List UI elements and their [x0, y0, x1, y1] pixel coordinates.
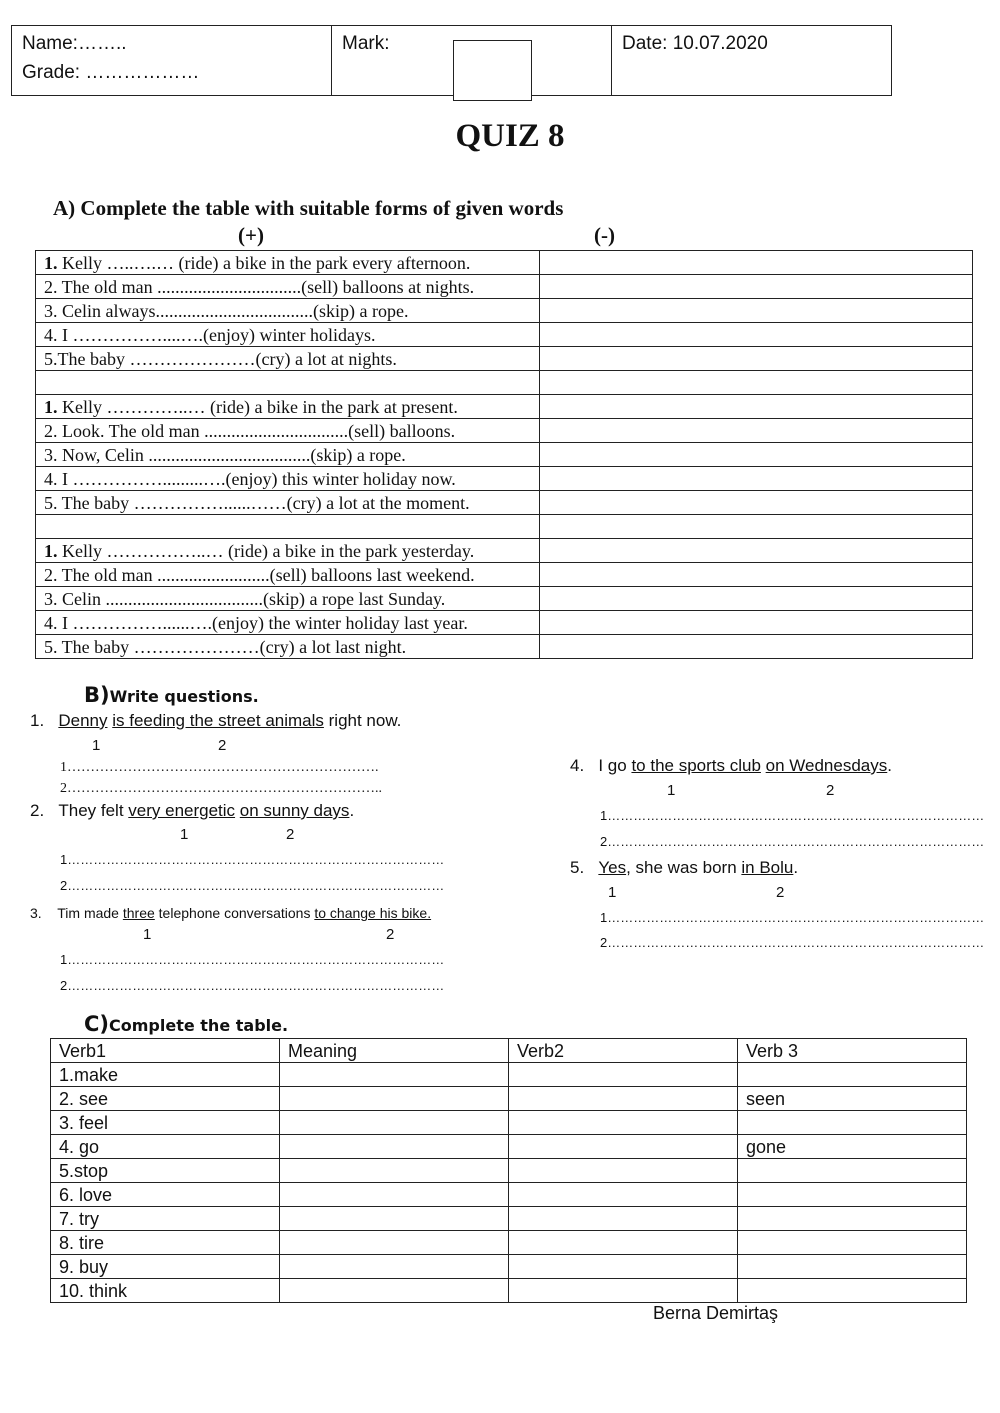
sentence-row: [36, 347, 973, 371]
marker-1: 1: [92, 737, 101, 754]
positive-sentence-cell: [36, 419, 540, 443]
verb2-cell[interactable]: [509, 1183, 738, 1207]
negative-answer-cell[interactable]: [539, 563, 972, 587]
header-box: [11, 25, 892, 96]
sentence-text: 4. I ……………....….(enjoy) winter holidays.: [44, 324, 376, 345]
sentence-number: 1.: [44, 252, 58, 273]
positive-sentence-cell: [36, 467, 540, 491]
positive-sentence-cell: [36, 347, 540, 371]
grade-label: Grade: ………………: [22, 62, 200, 83]
meaning-cell[interactable]: [280, 1135, 509, 1159]
sentence-row: [36, 395, 973, 419]
marker-1: 1: [180, 826, 189, 843]
positive-sentence-cell: [36, 371, 540, 395]
verb1-cell: 1.make: [51, 1063, 280, 1087]
verb3-cell[interactable]: seen: [738, 1087, 967, 1111]
verb3-cell[interactable]: [738, 1183, 967, 1207]
sentence-text: Kelly …………..… (ride) a bike in the park at present.: [57, 396, 458, 417]
positive-sentence-cell: [36, 563, 540, 587]
answer-line-1[interactable]: 1……………………………………………………………………………: [60, 952, 445, 967]
section-c-title: [84, 1012, 288, 1036]
question-rest: .: [349, 801, 355, 820]
verb2-cell[interactable]: [509, 1111, 738, 1135]
question-prefix: I go: [598, 756, 632, 775]
verb-row: [51, 1255, 967, 1279]
sentence-row: [36, 467, 973, 491]
meaning-cell[interactable]: [280, 1279, 509, 1303]
sentence-row: [36, 371, 973, 395]
meaning-cell[interactable]: [280, 1255, 509, 1279]
verb3-cell[interactable]: [738, 1231, 967, 1255]
positive-sentence-cell: [36, 395, 540, 419]
column-header: Verb 3: [738, 1039, 967, 1063]
negative-column-label: (-): [594, 223, 615, 247]
marker-2: 2: [826, 782, 835, 799]
question-number: 3.: [30, 905, 42, 921]
verb1-cell: 8. tire: [51, 1231, 280, 1255]
section-b-title: [84, 683, 259, 707]
underlined-part-1: very energetic: [128, 801, 236, 820]
question-prefix: Tim made: [57, 905, 123, 921]
question-rest: right now.: [323, 711, 402, 730]
verb3-cell[interactable]: [738, 1159, 967, 1183]
verb2-cell[interactable]: [509, 1063, 738, 1087]
meaning-cell[interactable]: [280, 1111, 509, 1135]
negative-answer-cell[interactable]: [539, 587, 972, 611]
sentence-row: [36, 587, 973, 611]
section-b-letter: B): [84, 683, 110, 707]
negative-answer-cell[interactable]: [539, 347, 972, 371]
sentence-number: 1.: [44, 540, 58, 561]
sentence-row: [36, 299, 973, 323]
verb-row: [51, 1207, 967, 1231]
sentence-text: 3. Celin always...................................(skip) a rope.: [44, 300, 409, 321]
negative-answer-cell[interactable]: [539, 371, 972, 395]
column-header: Meaning: [280, 1039, 509, 1063]
verb-row: [51, 1159, 967, 1183]
negative-answer-cell[interactable]: [539, 299, 972, 323]
marker-2: 2: [386, 926, 395, 943]
verb2-cell[interactable]: [509, 1207, 738, 1231]
meaning-cell[interactable]: [280, 1159, 509, 1183]
positive-sentence-cell: [36, 515, 540, 539]
marker-2: 2: [218, 737, 227, 754]
sentence-text: Kelly …..….… (ride) a bike in the park every afternoon.: [57, 252, 471, 273]
verb-table-header-row: [51, 1039, 967, 1063]
sentence-text: 5. The baby ……………......……(cry) a lot at the moment.: [44, 492, 470, 513]
sentence-row: [36, 419, 973, 443]
positive-sentence-cell: [36, 251, 540, 275]
negative-answer-cell[interactable]: [539, 419, 972, 443]
verb3-cell[interactable]: gone: [738, 1135, 967, 1159]
sentence-row: [36, 323, 973, 347]
sentence-text: 2. The old man .........................(sell) balloons last weekend.: [44, 564, 475, 585]
answer-line-1[interactable]: 1……………………………………………………………………………: [600, 808, 985, 823]
underlined-part-2: on Wednesdays: [765, 756, 888, 775]
verb2-cell[interactable]: [509, 1231, 738, 1255]
sentence-row: [36, 443, 973, 467]
underlined-part-2: to change his bike.: [314, 905, 432, 921]
positive-sentence-cell: [36, 275, 540, 299]
name-grade-cell: [12, 26, 332, 95]
verb-row: [51, 1183, 967, 1207]
underlined-part-1: three: [122, 905, 155, 921]
section-c-letter: C): [84, 1012, 110, 1036]
negative-answer-cell[interactable]: [539, 467, 972, 491]
sentence-text: 5.The baby …………………(cry) a lot at nights.: [44, 348, 397, 369]
question-rest: .: [887, 756, 892, 775]
negative-answer-cell[interactable]: [539, 491, 972, 515]
quiz-title: QUIZ 8: [455, 118, 565, 154]
underlined-part-1: Yes: [598, 858, 627, 877]
column-header: Verb1: [51, 1039, 280, 1063]
question-number: 4.: [570, 756, 585, 775]
question-number: 5.: [570, 858, 585, 877]
question-3: [30, 905, 431, 921]
mark-box: [453, 40, 532, 101]
negative-answer-cell[interactable]: [539, 635, 972, 659]
answer-line-2[interactable]: 2……………………………………………………………………………: [600, 834, 985, 849]
verb3-cell[interactable]: [738, 1279, 967, 1303]
negative-answer-cell[interactable]: [539, 443, 972, 467]
verb3-cell[interactable]: [738, 1111, 967, 1135]
verb-row: [51, 1231, 967, 1255]
question-middle: , she was born: [626, 858, 742, 877]
section-b-heading: Write questions.: [109, 687, 259, 706]
question-2: [30, 801, 354, 821]
sentence-text: Kelly ……………..… (ride) a bike in the park yesterday.: [57, 540, 475, 561]
answer-line-2[interactable]: 2……………………………………………………………………………: [60, 878, 445, 893]
positive-sentence-cell: [36, 299, 540, 323]
verb-table: [50, 1038, 967, 1303]
verb1-cell: 6. love: [51, 1183, 280, 1207]
question-number: 1.: [30, 711, 45, 730]
section-a-title: A) Complete the table with suitable forms of given words: [53, 196, 564, 220]
sentence-text: 4. I …………….........….(enjoy) this winter holiday now.: [44, 468, 456, 489]
answer-line-1[interactable]: 1……………………………………………………………………………: [600, 910, 985, 925]
positive-column-label: (+): [238, 223, 264, 247]
sentence-row: [36, 251, 973, 275]
name-label: Name:……..: [22, 33, 127, 54]
verb1-cell: 5.stop: [51, 1159, 280, 1183]
section-c-heading: Complete the table.: [109, 1016, 289, 1035]
sentence-text: 3. Celin ...................................(skip) a rope last Sunday.: [44, 588, 446, 609]
marker-1: 1: [667, 782, 676, 799]
verb-row: [51, 1111, 967, 1135]
verb2-cell[interactable]: [509, 1135, 738, 1159]
positive-sentence-cell: [36, 491, 540, 515]
verb3-cell[interactable]: [738, 1255, 967, 1279]
sentence-text: 2. The old man ................................(sell) balloons at nights.: [44, 276, 475, 297]
underlined-part-2: in Bolu: [741, 858, 794, 877]
verb1-cell: 4. go: [51, 1135, 280, 1159]
negative-answer-cell[interactable]: [539, 539, 972, 563]
underlined-part-2: is feeding the street animals: [112, 711, 324, 730]
question-rest: .: [793, 858, 799, 877]
positive-sentence-cell: [36, 323, 540, 347]
marker-2: 2: [776, 884, 785, 901]
meaning-cell[interactable]: [280, 1063, 509, 1087]
verb3-cell[interactable]: [738, 1207, 967, 1231]
verb3-cell[interactable]: [738, 1063, 967, 1087]
marker-2: 2: [286, 826, 295, 843]
sentence-row: [36, 275, 973, 299]
sentence-text: 2. Look. The old man ................................(sell) balloons.: [44, 420, 456, 441]
answer-line-1[interactable]: 1………………………………………………………….: [60, 760, 379, 775]
marker-1: 1: [143, 926, 152, 943]
question-middle: telephone conversations: [154, 905, 315, 921]
verb1-cell: 3. feel: [51, 1111, 280, 1135]
sentence-text: 3. Now, Celin ....................................(skip) a rope.: [44, 444, 406, 465]
sentence-text: 4. I ……………......….(enjoy) the winter holiday last year.: [44, 612, 468, 633]
verb-row: [51, 1279, 967, 1303]
question-1: [30, 711, 401, 731]
verb1-cell: 9. buy: [51, 1255, 280, 1279]
sentence-row: [36, 563, 973, 587]
negative-answer-cell[interactable]: [539, 251, 972, 275]
negative-answer-cell[interactable]: [539, 395, 972, 419]
verb2-cell[interactable]: [509, 1279, 738, 1303]
verb1-cell: 10. think: [51, 1279, 280, 1303]
question-4: [570, 756, 892, 776]
sentence-row: [36, 539, 973, 563]
verb2-cell[interactable]: [509, 1087, 738, 1111]
positive-sentence-cell: [36, 539, 540, 563]
answer-line-2[interactable]: 2……………………………………………………………………………: [60, 978, 445, 993]
question-number: 2.: [30, 801, 45, 820]
sentence-row: [36, 515, 973, 539]
sentence-row: [36, 611, 973, 635]
question-prefix: They felt: [58, 801, 129, 820]
sentence-row: [36, 491, 973, 515]
verb1-cell: 7. try: [51, 1207, 280, 1231]
negative-answer-cell[interactable]: [539, 275, 972, 299]
meaning-cell[interactable]: [280, 1183, 509, 1207]
column-header: Verb2: [509, 1039, 738, 1063]
underlined-part-2: on sunny days: [239, 801, 350, 820]
meaning-cell[interactable]: [280, 1087, 509, 1111]
date-cell: [612, 26, 891, 95]
answer-line-2[interactable]: 2…………………………………………………………..: [60, 781, 382, 796]
answer-line-1[interactable]: 1……………………………………………………………………………: [60, 852, 445, 867]
verb-row: [51, 1063, 967, 1087]
verb2-cell[interactable]: [509, 1159, 738, 1183]
mark-label: Mark:: [342, 33, 390, 54]
negative-answer-cell[interactable]: [539, 515, 972, 539]
positive-sentence-cell: [36, 587, 540, 611]
question-5: [570, 858, 798, 878]
marker-1: 1: [608, 884, 617, 901]
positive-sentence-cell: [36, 635, 540, 659]
verb1-cell: 2. see: [51, 1087, 280, 1111]
date-label: Date: 10.07.2020: [622, 33, 768, 54]
sentence-text: 5. The baby …………………(cry) a lot last night.: [44, 636, 407, 657]
sentence-row: [36, 635, 973, 659]
positive-sentence-cell: [36, 443, 540, 467]
sentence-number: 1.: [44, 396, 58, 417]
verb2-cell[interactable]: [509, 1255, 738, 1279]
author-name: Berna Demirtaş: [653, 1303, 779, 1323]
meaning-cell[interactable]: [280, 1207, 509, 1231]
meaning-cell[interactable]: [280, 1231, 509, 1255]
negative-answer-cell[interactable]: [539, 323, 972, 347]
verb-row: [51, 1135, 967, 1159]
underlined-part-1: Denny: [58, 711, 108, 730]
section-a-table: [35, 250, 973, 659]
positive-sentence-cell: [36, 611, 540, 635]
verb-row: [51, 1087, 967, 1111]
underlined-part-1: to the sports club: [631, 756, 761, 775]
answer-line-2[interactable]: 2……………………………………………………………………………: [600, 935, 985, 950]
negative-answer-cell[interactable]: [539, 611, 972, 635]
